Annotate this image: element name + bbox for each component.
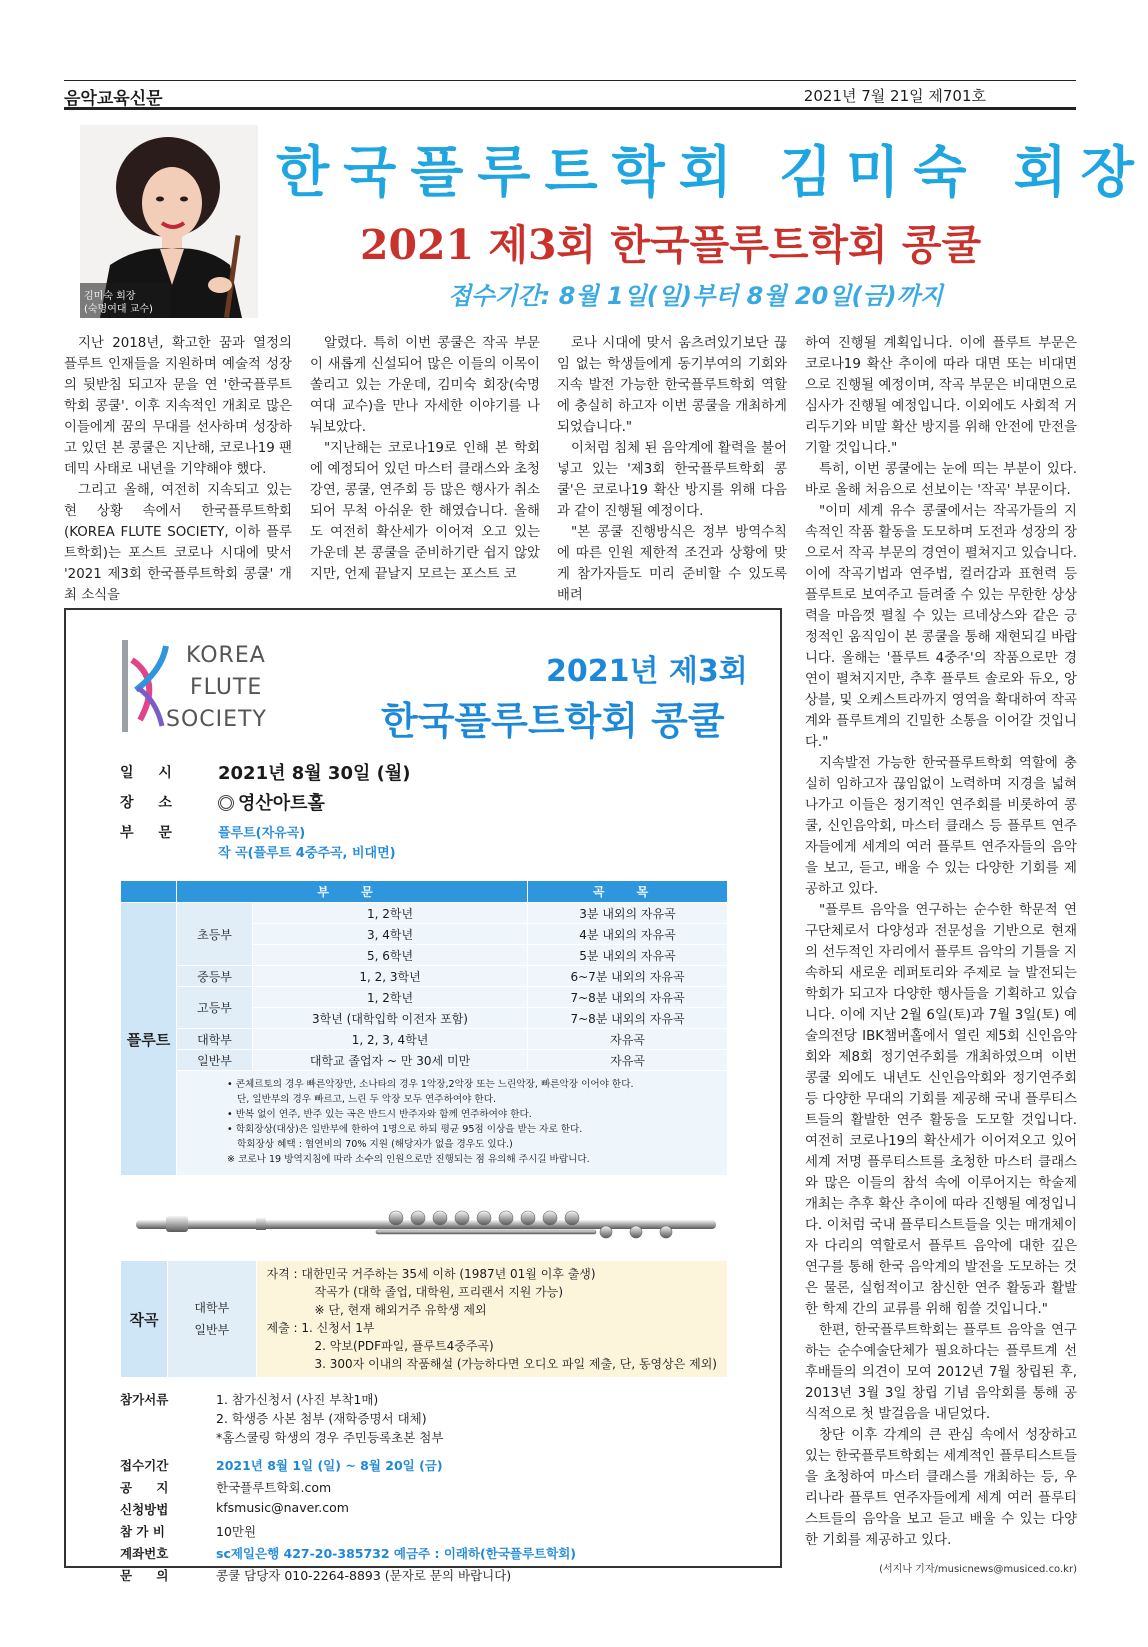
paragraph: 알렸다. 특히 이번 콩쿨은 작곡 부문이 새롭게 신설되어 많은 이들의 이목이 쏠리고 있는 가운데, 김미숙 회장(숙명여대 교수)을 만나 자세한 이야기를 나눠보았다. (310, 336, 540, 435)
note-line: • 콘체르토의 경우 빠른악장만, 소나타의 경우 1악장,2악장 또는 느린악장, 빠른악장 이어야 한다. (227, 1079, 634, 1090)
label: 일 시 (120, 765, 182, 781)
requirement-line: 3. 300자 이내의 작품해설 (가능하다면 오디오 파일 제출, 단, 동영상은 제외) (314, 1357, 717, 1371)
poster-title-year: 2021년 제3회 (546, 654, 748, 689)
article-column-1 (64, 333, 292, 603)
caption-name: 김미숙 회장 (84, 291, 136, 302)
table-header-blank (121, 881, 177, 903)
paragraph: 로나 시대에 맞서 움츠려있기보단 끊 임 없는 학생들에게 동기부여의 기회와 지속 발전 가능한 한국플루트학회 역할에 충실히 하고자 이번 콩쿨을 개최하게 되었습니다." (557, 336, 787, 435)
label: 참가서류 (120, 1392, 169, 1407)
table-row (121, 1050, 728, 1071)
paragraph: "플루트 음악을 연구하는 순수한 학문적 연구단체로서 다양성과 전문성을 기반으로 현재의 선두적인 자리에서 플루트 음악의 기틀을 지속하되 새로운 레퍼토리와 주제로 늘 발전되는 학회가 되고자 다양한 행사들을 기획하고 있습니다. 이에 지난 2월 6일(토)과 7월 3일(토) 예술의전당 IBK챔버홀에서 열린 제5회 신인음악회와 제8회 정기연주회를 개최하였으며 이번 콩쿨 외에도 내년도 신인음악회와 정기연주회 등 다양한 무대의 기회를 제공해 국내 플루티스트들의 활발한 연주 활동을 도모할 것입니다. 여전히 코로나19의 확산세가 이어져오고 있어 세계 저명 플루티스트를 초청한 마스터 클래스와 많은 이들의 참석 속에 이루어지는 학술제 개최는 추후 확산 추이에 따라 진행될 예정입니다. 이처럼 국내 플루티스트들을 잇는 매개체이자 다리의 역할로서 플루트 음악에 대한 깊은 연구를 통해 한국 음악계의 발전을 도모하는 것은 물론, 실험적이고 참신한 연주 활동과 활발한 학제 간의 교류를 위해 힘쓸 것입니다." (805, 903, 1077, 1317)
table-cell: 1, 2학년 (253, 903, 528, 924)
apply-value: kfsmusic@naver.com (216, 1500, 349, 1515)
logo-line: FLUTE (190, 675, 263, 700)
label: 문 의 (120, 1568, 179, 1583)
doc-line: 2. 학생증 사본 첨부 (재학증명서 대체) (216, 1411, 427, 1426)
venue-value (218, 789, 325, 815)
flute-illustration (136, 1202, 716, 1246)
label: 부 문 (120, 825, 182, 841)
doc-line: 1. 참가신청서 (사진 부착1매) (216, 1392, 379, 1407)
table-cell: 4분 내외의 자유곡 (528, 924, 728, 945)
table-row (121, 1261, 728, 1378)
reporter-credit: (서지나 기자/musicnews@musiced.co.kr) (879, 1564, 1077, 1575)
venue-logo-icon (218, 795, 234, 811)
paragraph: "본 콩쿨 진행방식은 정부 방역수칙에 따른 인원 제한적 조건과 상황에 맞게 참가자들도 미리 준비할 수 있도록 배려 (557, 525, 787, 603)
table-notes (177, 1071, 728, 1176)
table-cell: 6~7분 내외의 자유곡 (528, 966, 728, 987)
table-row (121, 966, 728, 987)
portrait-photo (80, 125, 258, 318)
competition-poster (64, 608, 782, 1583)
paragraph: 이처럼 침체 된 음악계에 활력을 불어넣고 있는 '제3회 한국플루트학회 콩쿨'은 코로나19 확산 방지를 위해 다음과 같이 진행될 예정이다. (557, 441, 787, 519)
table-header-piece: 곡 목 (528, 881, 728, 903)
division-name: 대학부 (194, 1301, 230, 1315)
note-line: 학회장상 혜택 : 협연비의 70% 지원 (해당자가 없을 경우도 있다.) (237, 1139, 513, 1150)
table-row (121, 1029, 728, 1050)
label: 계좌번호 (120, 1546, 169, 1561)
table-header-division: 부 문 (177, 881, 528, 903)
paragraph: 하여 진행될 계획입니다. 이에 플루트 부문은 코로나19 확산 추이에 따라 대면 또는 비대면으로 진행될 예정이며, 작곡 부문은 비대면으로 심사가 진행될 예정입니다. 이외에도 사회적 거리두기와 비말 확산 방지를 위해 안전에 만전을 기할 것입니다." (805, 336, 1077, 456)
table-cell: 1, 2학년 (253, 987, 528, 1008)
division-flute: 플루트(자유곡) (218, 826, 306, 841)
masthead (64, 80, 1076, 110)
requirement-line: 작곡가 (대학 졸업, 대학원, 프리랜서 지원 가능) (314, 1285, 564, 1299)
division-composition: 작 곡(플루트 4중주곡, 비대면) (218, 846, 396, 861)
flute-label: 플루트 (121, 903, 177, 1176)
table-cell: 5분 내외의 자유곡 (528, 945, 728, 966)
logo-line: SOCIETY (166, 707, 267, 732)
table-notes-row (121, 1071, 728, 1176)
paragraph: "지난해는 코로나19로 인해 본 학회에 예정되어 있던 마스터 클래스와 초청 강연, 콩쿨, 연주회 등 많은 행사가 취소되어 무척 아쉬운 한 해였습니다. 올해도 여전히 확산세가 이어져 오고 있는 가운데 본 콩쿨을 준비하기란 쉽지 않았지만, 언제 끝날지 모르는 포스트 코 (310, 441, 540, 582)
paragraph: "이미 세계 유수 콩쿨에서는 작곡가들의 지속적인 작품 활동을 도모하며 도전과 성장의 장으로서 작곡 부문의 경연이 펼쳐지고 있습니다. 이에 작곡기법과 연주법, 컬러감과 표현력 등 플루트로 보여주고 들려줄 수 있는 무한한 상상력을 마음껏 펼칠 수 있는 르네상스와 같은 긍정적인 움직임이 본 콩쿨을 통해 재현되길 바랍니다. 올해는 '플루트 4중주'의 작품으로만 경연이 펼쳐지지만, 추후 플루트 솔로와 듀오, 앙상블, 및 오케스트라까지 영역을 확대하여 작곡계와 플루트계의 긴밀한 소통을 이어갈 것입니다." (805, 504, 1077, 750)
table-cell: 5, 6학년 (253, 945, 528, 966)
division-name: 일반부 (194, 1323, 230, 1337)
headline-period: 접수기간: 8월 1일(일)부터 8월 20일(금)까지 (448, 282, 943, 310)
period-value: 2021년 8월 1일 (일) ~ 8월 20일 (금) (216, 1458, 443, 1473)
composition-requirements (256, 1261, 727, 1378)
table-header-row (121, 881, 728, 903)
poster-title: 한국플루트학회 콩쿨 (381, 699, 725, 743)
note-line: ※ 코로나 19 방역지침에 따라 소수의 인원으로만 진행되는 점 유의해 주시길 바랍니다. (227, 1154, 590, 1165)
requirement-line: 2. 악보(PDF파일, 플루트4중주곡) (314, 1339, 494, 1353)
label: 접수기간 (120, 1458, 169, 1473)
label: 장 소 (120, 795, 182, 811)
headline-sub: 2021 제3회 한국플루트학회 콩쿨 (360, 221, 982, 269)
note-line: • 반복 없이 연주, 반주 있는 곡은 반드시 반주자와 함께 연주하여야 한다. (227, 1109, 532, 1120)
paragraph: 지난 2018년, 확고한 꿈과 열정의 플루트 인재들을 지원하며 예술적 성장의 뒷받침 되고자 문을 연 '한국플루트학회 콩쿨'. 이후 지속적인 개최로 많은 이들에게 꿈의 무대를 선사하며 성장하고 있던 본 콩쿨은 지난해, 코로나19 팬데믹 사태로 내년을 기약해야 했다. (64, 336, 292, 477)
caption-affiliation: (숙명여대 교수) (84, 304, 153, 315)
table-cell: 3분 내외의 자유곡 (528, 903, 728, 924)
requirement-line: 제출 : 1. 신청서 1부 (266, 1321, 375, 1335)
notice-value: 한국플루트학회.com (216, 1480, 332, 1495)
composition-label: 작곡 (121, 1261, 168, 1378)
docs-list (216, 1390, 443, 1447)
note-line: 단, 일반부의 경우 빠르고, 느린 두 악장 모두 연주하여야 한다. (237, 1094, 497, 1105)
article-column-4 (805, 333, 1077, 1558)
issue-date: 2021년 7월 21일 제701호 (803, 87, 986, 105)
article-column-2 (310, 333, 540, 583)
table-cell: 고등부 (177, 987, 253, 1029)
composition-table (120, 1260, 728, 1378)
table-cell: 3, 4학년 (253, 924, 528, 945)
article-column-3 (557, 333, 787, 603)
table-cell: 초등부 (177, 903, 253, 966)
paragraph: 지속발전 가능한 한국플루트학회 역할에 충실히 임하고자 끊임없이 노력하며 지경을 넓혀 나가고 이들은 정기적인 연주회를 비롯하여 콩쿨, 신인음악회, 마스터 클래스 등 플루트 연주자들에게 세계의 여러 플루트 연주자들의 음악을 보고, 듣고, 배울 수 있는 다양한 기회를 제공하고 있다. (805, 756, 1077, 897)
table-cell: 대학부 (177, 1029, 253, 1050)
table-cell: 중등부 (177, 966, 253, 987)
requirement-line: 자격 : 대한민국 거주하는 35세 이하 (1987년 01월 이후 출생) (266, 1267, 596, 1281)
paragraph: 그리고 올해, 여전히 지속되고 있는 현 상황 속에서 한국플루트학회(KOREA FLUTE SOCIETY, 이하 플루트학회)는 포스트 코로나 시대에 맞서 '2021 제3회 한국플루트학회 콩쿨' 개최 소식을 (64, 483, 292, 603)
label: 공 지 (120, 1480, 179, 1495)
table-cell: 1, 2, 3학년 (253, 966, 528, 987)
flute-division-table (120, 880, 728, 1176)
paragraph: 특히, 이번 콩쿨에는 눈에 띄는 부분이 있다. 바로 올해 처음으로 선보이는 '작곡' 부문이다. (805, 462, 1077, 498)
logo-line: KOREA (186, 643, 266, 668)
table-row (121, 903, 728, 924)
table-cell: 1, 2, 3, 4학년 (253, 1029, 528, 1050)
label: 신청방법 (120, 1502, 169, 1517)
composition-divisions (168, 1261, 256, 1378)
table-cell: 일반부 (177, 1050, 253, 1071)
table-row (121, 987, 728, 1008)
date-value: 2021년 8월 30일 (월) (218, 763, 411, 784)
headline-main: 한국플루트학회 김미숙 회장 (276, 139, 1148, 204)
contact-value: 콩쿨 담당자 010-2264-8893 (문자로 문의 바랍니다) (216, 1568, 512, 1583)
requirement-line: ※ 단, 현재 해외거주 유학생 제외 (314, 1303, 487, 1317)
table-cell: 자유곡 (528, 1050, 728, 1071)
table-cell: 자유곡 (528, 1029, 728, 1050)
venue-name: 영산아트홀 (238, 793, 325, 814)
table-cell: 7~8분 내외의 자유곡 (528, 1008, 728, 1029)
photo-caption (84, 290, 153, 316)
paper-name: 음악교육신문 (64, 89, 163, 109)
kfs-logo-text (166, 640, 267, 736)
paragraph: 창단 이후 각계의 큰 관심 속에서 성장하고 있는 한국플루트학회는 세계적인 플루티스트들을 초청하여 마스터 클래스를 개최하는 등, 우리나라 플루트 연주자들에게 세계 여러 플루티스트들의 음악을 보고 듣고 배울 수 있는 다양한 기회를 제공하고 있다. (805, 1428, 1077, 1548)
table-cell: 대학교 졸업자 ~ 만 30세 미만 (253, 1050, 528, 1071)
fee-value: 10만원 (216, 1524, 257, 1539)
table-cell: 3학년 (대학입학 이전자 포함) (253, 1008, 528, 1029)
label: 참 가 비 (120, 1524, 165, 1539)
doc-line: *홈스쿨링 학생의 경우 주민등록초본 첨부 (216, 1430, 444, 1445)
account-value: sc제일은행 427-20-385732 예금주 : 이래하(한국플루트학회) (216, 1546, 577, 1561)
table-cell: 7~8분 내외의 자유곡 (528, 987, 728, 1008)
note-line: • 학회장상(대상)은 일반부에 한하여 1명으로 하되 평균 95점 이상을 받는 자로 한다. (227, 1124, 583, 1135)
paragraph: 한편, 한국플루트학회는 플루트 음악을 연구하는 순수예술단체가 필요하다는 플루트계 선후배들의 의견이 모여 2012년 7월 창립된 후, 2013년 3월 3일 창립 기념 음악회를 통해 공식적으로 첫 발걸음을 내딛었다. (805, 1323, 1077, 1422)
